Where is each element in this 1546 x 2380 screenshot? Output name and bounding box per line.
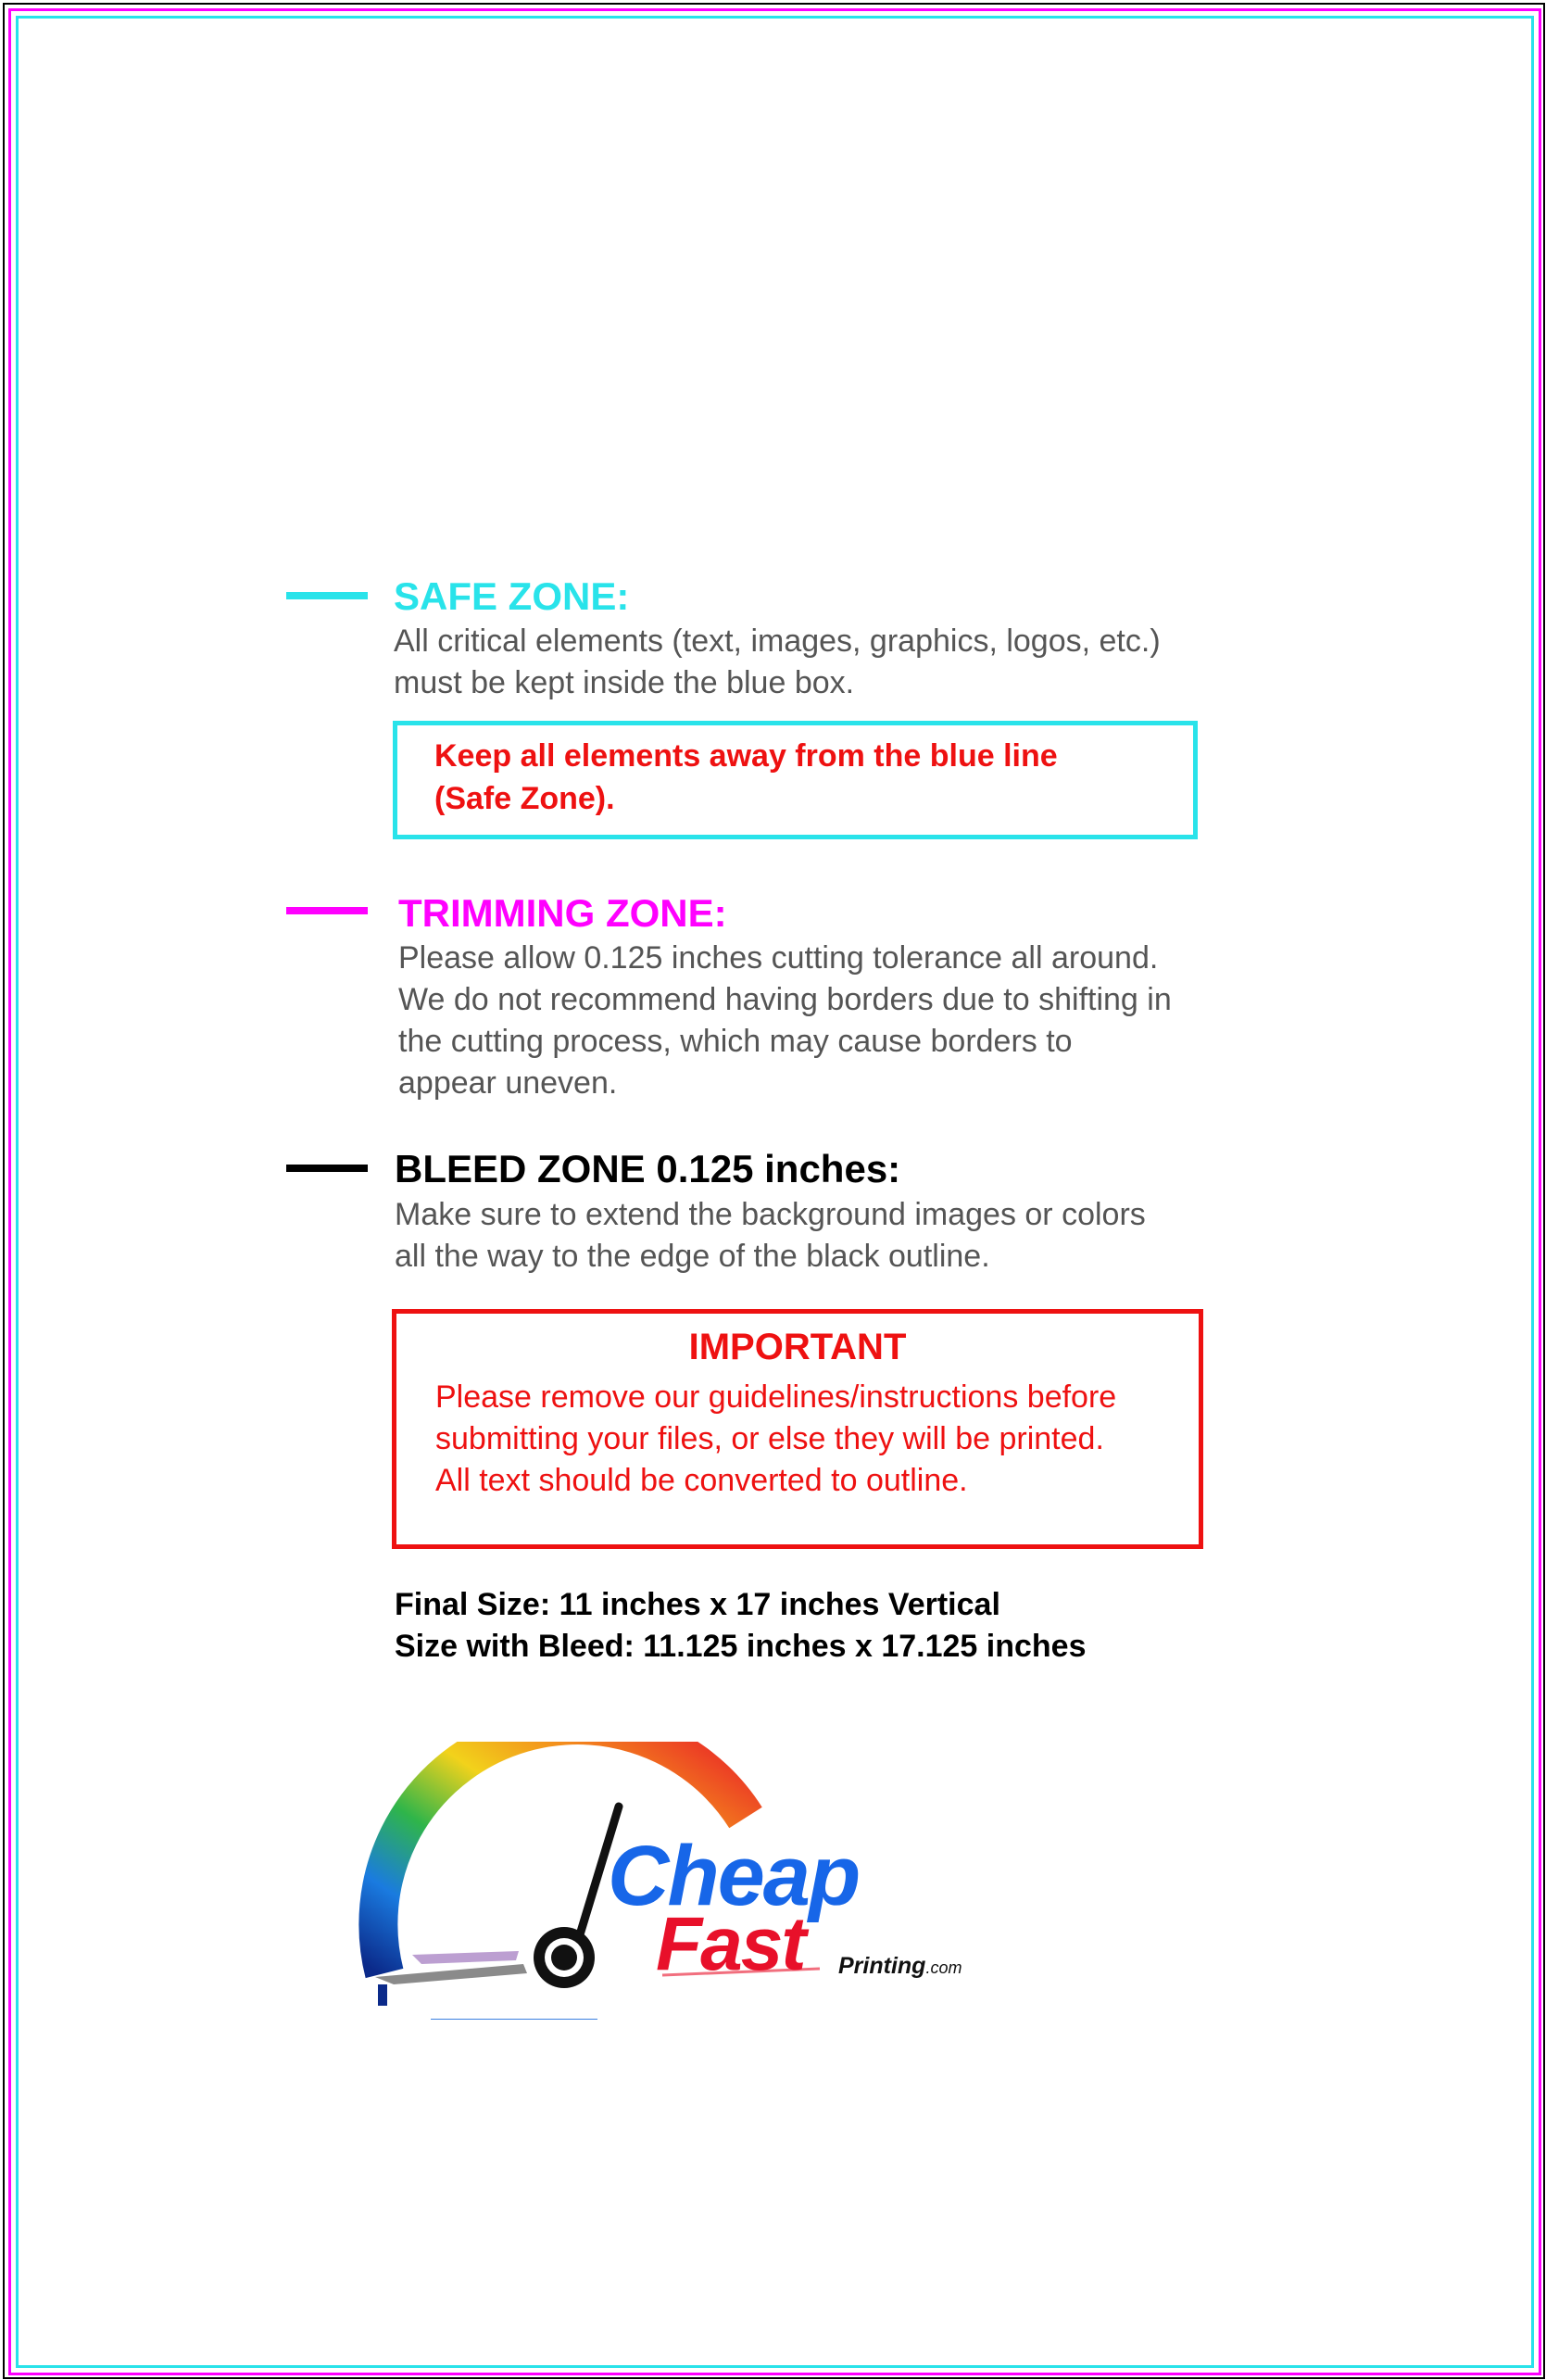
important-line: submitting your files, or else they will be printed. — [435, 1421, 1104, 1456]
important-line: Please remove our guidelines/instructions before — [435, 1379, 1117, 1415]
important-notice-box — [392, 1309, 1203, 1549]
trimming-zone-heading: TRIMMING ZONE: — [398, 891, 727, 935]
important-line: All text should be converted to outline. — [435, 1463, 968, 1498]
trimming-zone-line: the cutting process, which may cause borders to — [398, 1024, 1073, 1059]
safe-zone-description — [394, 621, 1283, 704]
trimming-zone-line: We do not recommend having borders due to shifting in — [398, 982, 1172, 1017]
safe-zone-heading: SAFE ZONE: — [394, 574, 630, 618]
trimming-zone-description — [398, 938, 1288, 1104]
bleed-zone-line: Make sure to extend the background images or colors — [395, 1197, 1146, 1232]
bleed-zone-line: all the way to the edge of the black outline. — [395, 1239, 990, 1274]
bleed-zone-heading: BLEED ZONE 0.125 inches: — [395, 1147, 901, 1190]
bleed-zone-description — [395, 1194, 1284, 1278]
safe-notice-line: Keep all elements away from the blue line — [434, 738, 1058, 774]
important-title: IMPORTANT — [688, 1327, 907, 1367]
safe-zone-notice-box — [393, 721, 1198, 839]
trimming-zone-swatch — [286, 907, 368, 914]
logo-word-fast: Fast — [656, 1902, 805, 1986]
cheapfastprinting-logo — [357, 1742, 1005, 2020]
final-size-text: Final Size: 11 inches x 17 inches Vertical — [395, 1587, 1000, 1622]
safe-zone-notice-text — [434, 735, 1157, 820]
bleed-zone-swatch — [286, 1165, 368, 1172]
logo-printing-text: Printing — [838, 1953, 926, 1979]
logo-com-text: .com — [925, 1958, 962, 1977]
safe-zone-swatch — [286, 592, 368, 599]
trimming-zone-line: appear uneven. — [398, 1065, 618, 1101]
logo-word-cheap: Cheap — [608, 1829, 860, 1923]
safe-zone-line: must be kept inside the blue box. — [394, 665, 855, 700]
safe-zone-line: All critical elements (text, images, graphics, logos, etc.) — [394, 623, 1161, 659]
safe-notice-line: (Safe Zone). — [434, 781, 615, 816]
trimming-zone-line: Please allow 0.125 inches cutting tolerance all around. — [398, 940, 1159, 976]
size-with-bleed-text: Size with Bleed: 11.125 inches x 17.125 inches — [395, 1629, 1087, 1664]
logo-word-printing — [838, 1953, 962, 1980]
